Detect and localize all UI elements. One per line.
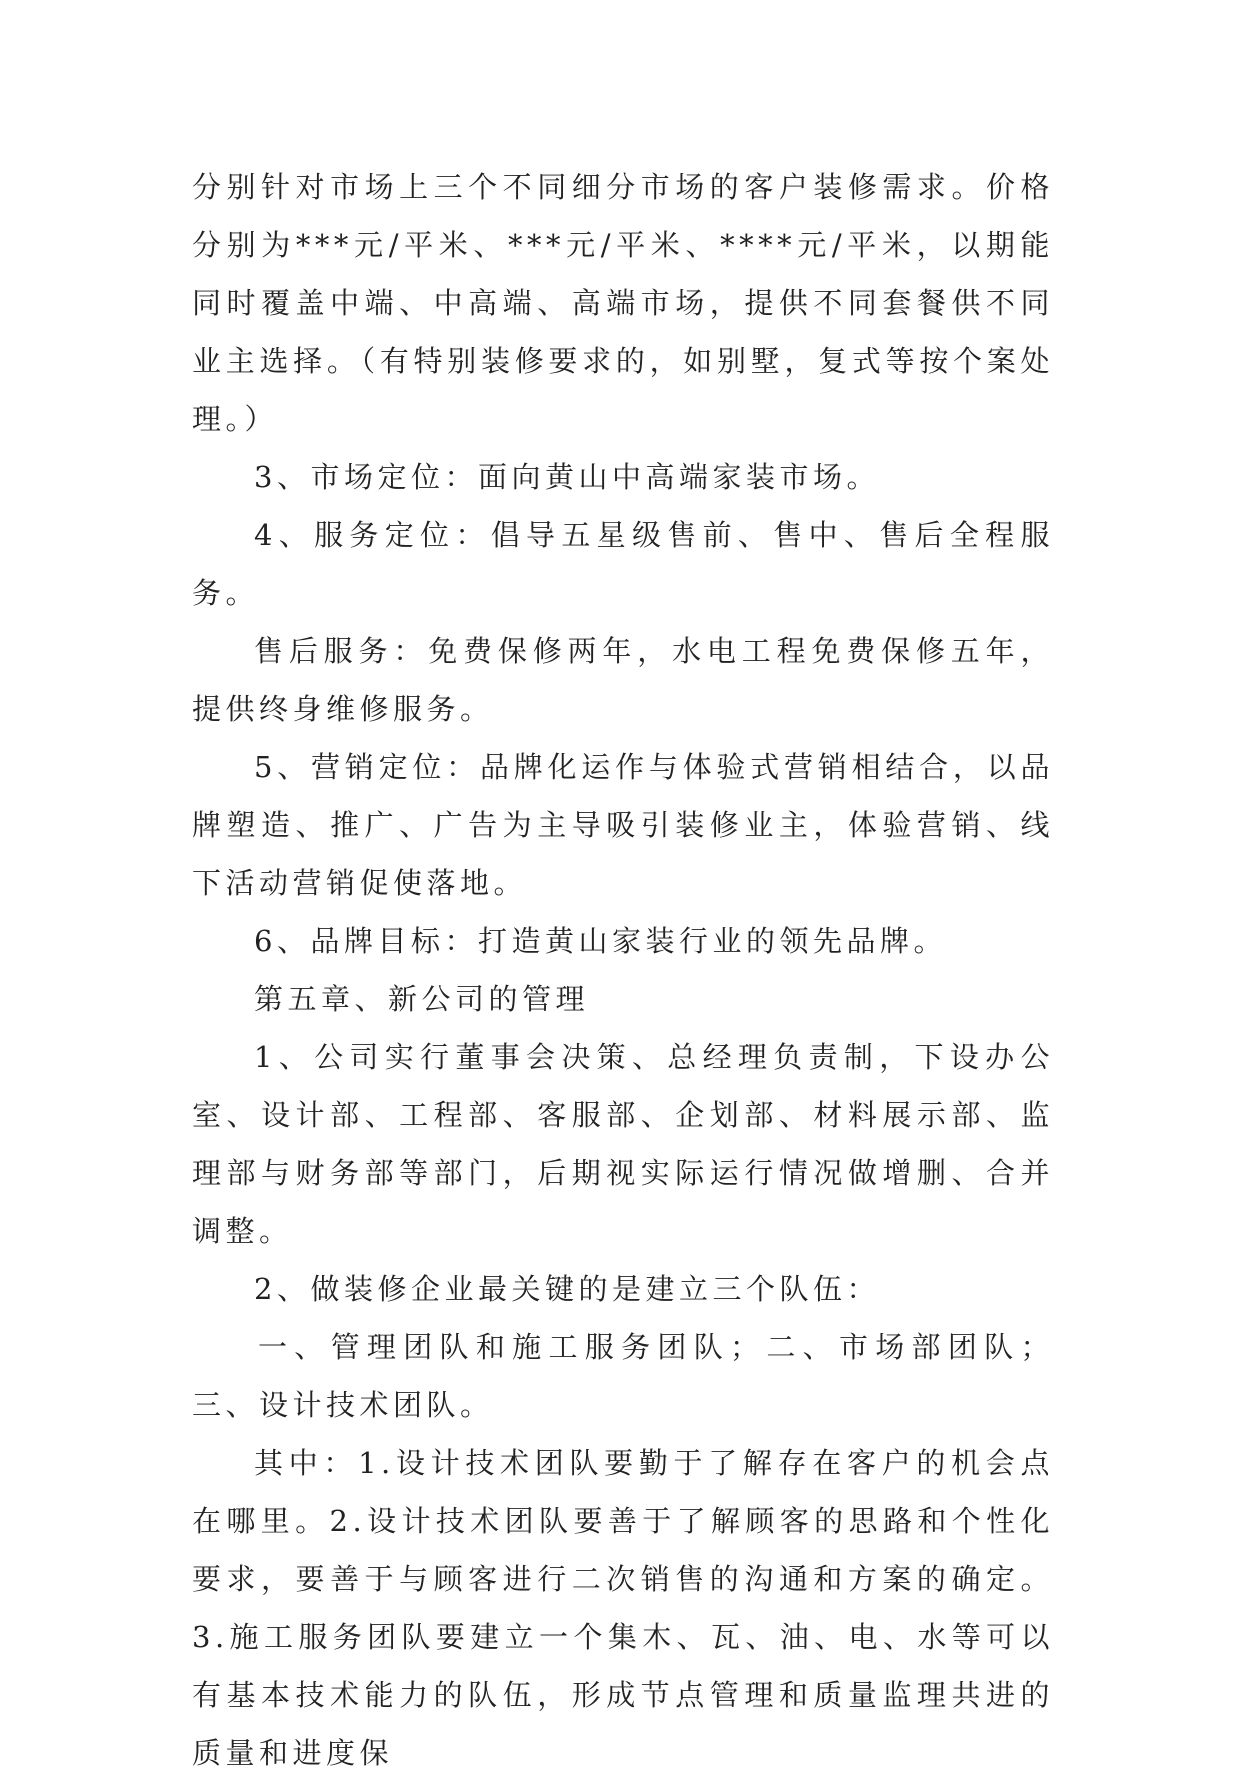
paragraph-service-positioning: 4、服务定位：倡导五星级售前、售中、售后全程服务。 <box>192 518 1054 610</box>
paragraph-brand-goal: 6、品牌目标：打造黄山家装行业的领先品牌。 <box>254 924 947 958</box>
paragraph-after-sales: 售后服务：免费保修两年，水电工程免费保修五年，提供终身维修服务。 <box>192 634 1054 726</box>
paragraph-team-list: 一、管理团队和施工服务团队；二、市场部团队；三、设计技术团队。 <box>192 1330 1054 1422</box>
paragraph-company-structure: 1、公司实行董事会决策、总经理负责制，下设办公室、设计部、工程部、客服部、企划部、材料展示部、监理部与财务部等部门，后期视实际运行情况做增删、合并调整。 <box>192 1040 1054 1248</box>
document-body <box>192 158 1054 1782</box>
paragraph-marketing-positioning: 5、营销定位：品牌化运作与体验式营销相结合，以品牌塑造、推广、广告为主导吸引装修业主，体验营销、线下活动营销促使落地。 <box>192 750 1054 900</box>
paragraph-pricing: 分别针对市场上三个不同细分市场的客户装修需求。价格分别为***元/平米、***元/平米、****元/平米，以期能同时覆盖中端、中高端、高端市场，提供不同套餐供不同业主选择。（有特别装修要求的，如别墅，复式等按个案处理。） <box>192 170 1054 436</box>
paragraph-three-teams: 2、做装修企业最关键的是建立三个队伍： <box>254 1272 880 1306</box>
paragraph-team-details: 其中：1.设计技术团队要勤于了解存在客户的机会点在哪里。2.设计技术团队要善于了解顾客的思路和个性化要求，要善于与顾客进行二次销售的沟通和方案的确定。3.施工服务团队要建立一个集木、瓦、油、电、水等可以有基本技术能力的队伍，形成节点管理和质量监理共进的质量和进度保 <box>192 1446 1054 1770</box>
paragraph-market-positioning: 3、市场定位：面向黄山中高端家装市场。 <box>254 460 880 494</box>
chapter-heading: 第五章、新公司的管理 <box>254 982 590 1016</box>
